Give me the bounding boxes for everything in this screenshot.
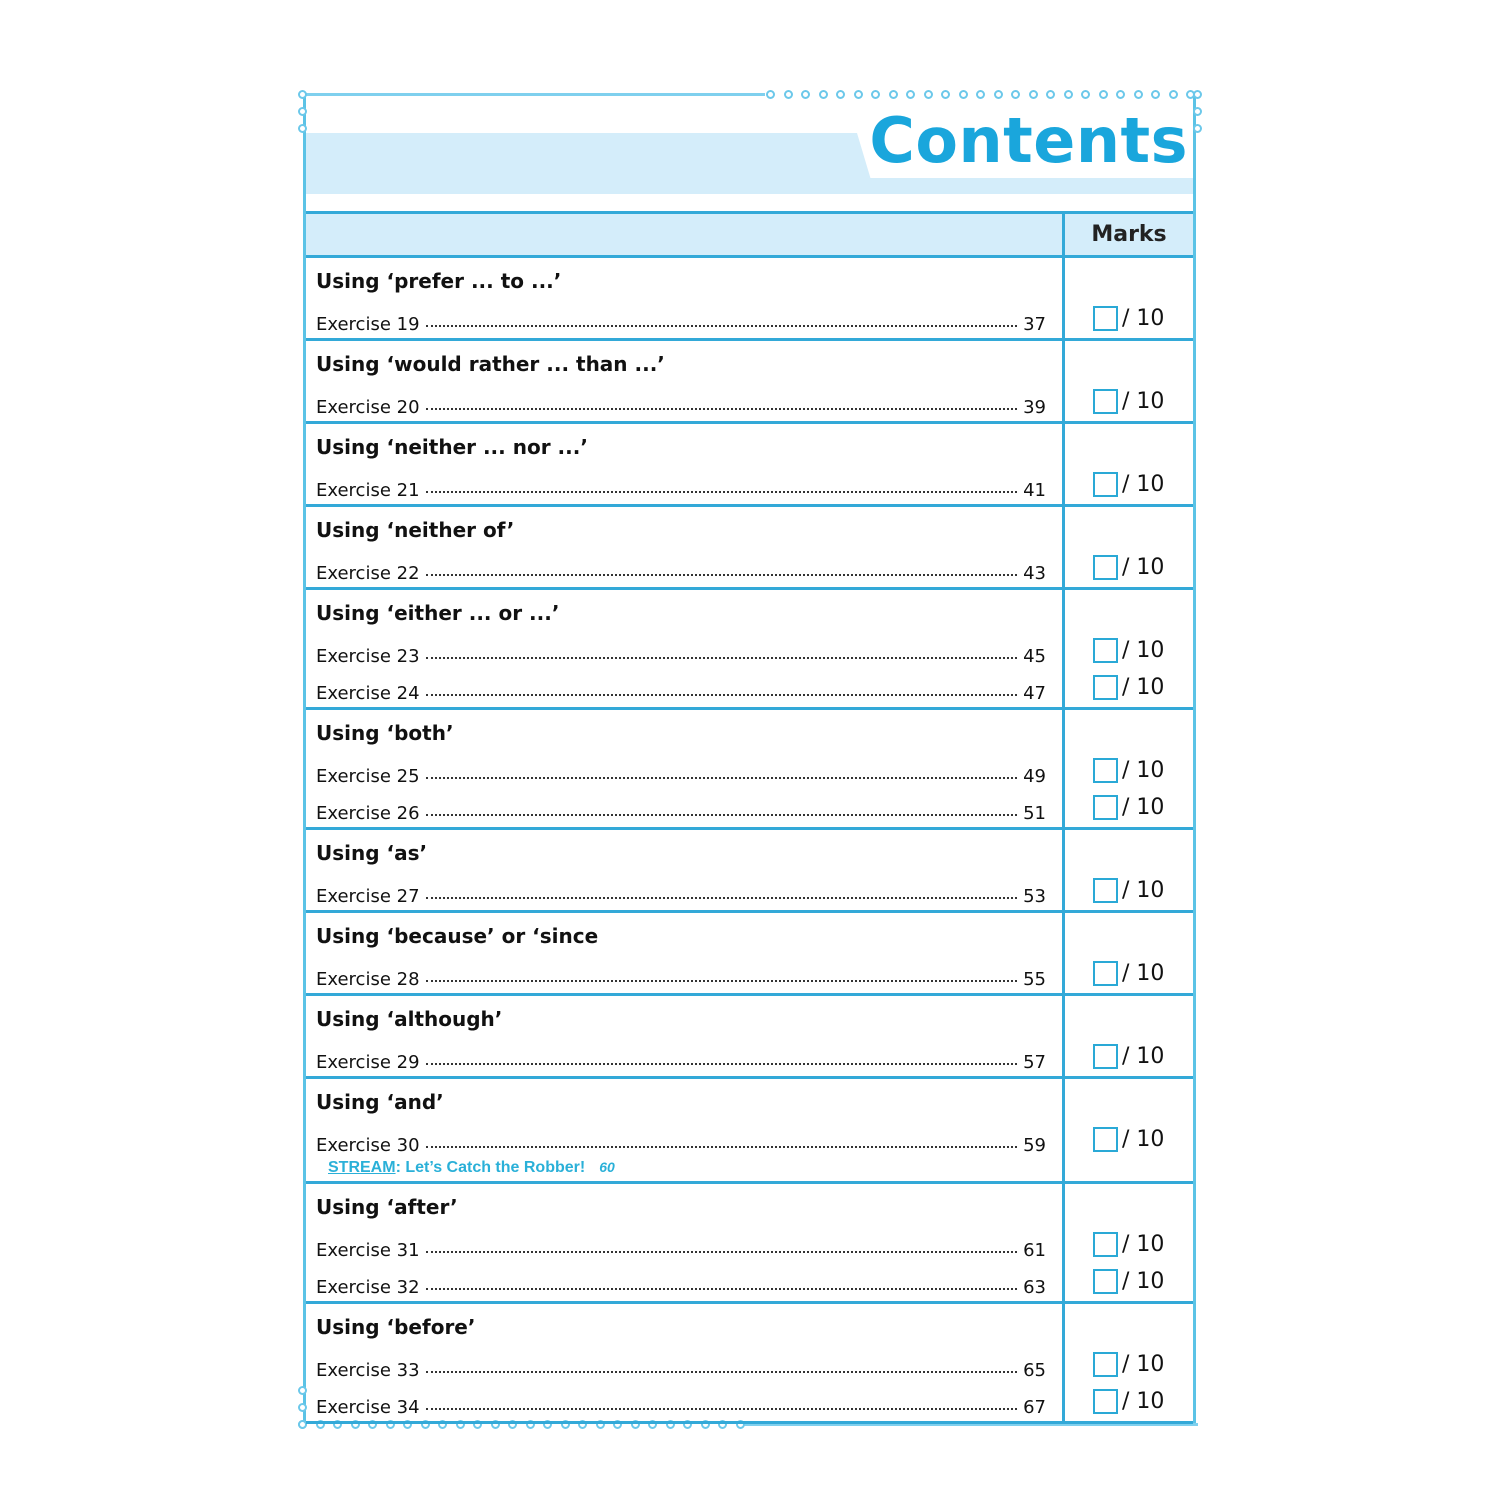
marks-cell [1062,258,1193,338]
exercise-label: Exercise 22 [316,563,420,584]
border-dot [871,90,880,99]
section-heading: Using ‘after’ [316,1195,458,1219]
page-number: 49 [1023,766,1046,787]
exercise-label: Exercise 33 [316,1360,420,1381]
border-dot [1193,90,1202,99]
exercise-entry [316,630,1062,667]
border-dot [819,90,828,99]
score-box[interactable] [1093,1389,1118,1414]
section-heading: Using ‘neither ... nor ...’ [316,435,588,459]
marks-cell [1062,710,1193,827]
top-border-line [303,93,765,96]
page-number: 67 [1023,1397,1046,1418]
dot-leader [426,1145,1018,1148]
contents-section [306,258,1193,341]
section-heading: Using ‘as’ [316,841,428,865]
border-dot [298,107,307,116]
score-entry [1093,472,1164,497]
border-dot [976,90,985,99]
score-entry [1093,1269,1164,1294]
exercise-entry [316,750,1062,787]
exercise-entry [316,1344,1062,1381]
border-dot [1011,90,1020,99]
border-dot [1169,90,1178,99]
exercise-label: Exercise 23 [316,646,420,667]
score-entry [1093,758,1164,783]
score-entry [1093,1044,1164,1069]
score-total: / 10 [1122,961,1165,986]
section-entries [306,710,1062,827]
score-box[interactable] [1093,675,1118,700]
border-dot [801,90,810,99]
dot-leader [426,1250,1018,1253]
marks-cell [1062,996,1193,1076]
marks-cell [1062,1304,1193,1421]
border-dot [1046,90,1055,99]
score-entry [1093,1127,1164,1152]
score-total: / 10 [1122,389,1165,414]
score-total: / 10 [1122,1269,1165,1294]
page-number: 61 [1023,1240,1046,1261]
score-total: / 10 [1122,675,1165,700]
section-heading: Using ‘would rather ... than ...’ [316,352,665,376]
section-entries [306,590,1062,707]
contents-section [306,830,1193,913]
border-dot [1064,90,1073,99]
section-entries [306,1079,1062,1181]
exercise-entry [316,1381,1062,1418]
stream-title: : Let’s Catch the Robber! [395,1159,586,1176]
section-entries [306,830,1062,910]
score-box[interactable] [1093,758,1118,783]
score-total: / 10 [1122,1127,1165,1152]
score-box[interactable] [1093,306,1118,331]
border-dot [298,90,307,99]
page-number: 55 [1023,969,1046,990]
section-heading: Using ‘and’ [316,1090,444,1114]
border-dot [906,90,915,99]
exercise-entry [316,1224,1062,1261]
score-box[interactable] [1093,472,1118,497]
exercise-label: Exercise 26 [316,803,420,824]
contents-section [306,590,1193,710]
exercise-entry [316,787,1062,824]
exercise-label: Exercise 29 [316,1052,420,1073]
section-entries [306,913,1062,993]
exercise-entry [316,1261,1062,1298]
exercise-label: Exercise 27 [316,886,420,907]
page-number: 51 [1023,803,1046,824]
section-heading: Using ‘neither of’ [316,518,515,542]
score-entry [1093,1389,1164,1414]
contents-section [306,341,1193,424]
section-entries [306,258,1062,338]
border-dot [1099,90,1108,99]
score-box[interactable] [1093,1352,1118,1377]
exercise-label: Exercise 28 [316,969,420,990]
dot-leader [426,573,1018,576]
score-total: / 10 [1122,1044,1165,1069]
exercise-entry [316,298,1062,335]
right-top-dots [1193,90,1202,141]
contents-section [306,507,1193,590]
exercise-label: Exercise 19 [316,314,420,335]
marks-cell [1062,1184,1193,1301]
score-box[interactable] [1093,1044,1118,1069]
dot-leader [426,1370,1018,1373]
section-entries [306,1304,1062,1421]
page-number: 39 [1023,397,1046,418]
stream-page-number: 60 [599,1159,615,1175]
score-box[interactable] [1093,961,1118,986]
marks-header: Marks [1062,214,1193,255]
page-number: 57 [1023,1052,1046,1073]
dot-leader [426,324,1018,327]
exercise-entry [316,547,1062,584]
score-entry [1093,961,1164,986]
page-number: 41 [1023,480,1046,501]
score-box[interactable] [1093,1127,1118,1152]
dot-leader [426,490,1018,493]
border-dot [994,90,1003,99]
score-total: / 10 [1122,878,1165,903]
page-title: Contents [869,104,1188,177]
border-dot [1116,90,1125,99]
dot-leader [426,979,1018,982]
dot-leader [426,1062,1018,1065]
score-total: / 10 [1122,1232,1165,1257]
section-heading: Using ‘before’ [316,1315,476,1339]
score-total: / 10 [1122,555,1165,580]
exercise-label: Exercise 30 [316,1135,420,1156]
score-total: / 10 [1122,758,1165,783]
dot-leader [426,656,1018,659]
score-entry [1093,638,1164,663]
exercise-entry [316,381,1062,418]
section-heading: Using ‘either ... or ...’ [316,601,560,625]
exercise-entry [316,667,1062,704]
page-number: 53 [1023,886,1046,907]
border-dot [836,90,845,99]
border-dot [298,124,307,133]
dot-leader [426,1287,1018,1290]
exercise-entry [316,1036,1062,1073]
score-entry [1093,555,1164,580]
contents-section [306,996,1193,1079]
border-dot [1193,107,1202,116]
page-number: 37 [1023,314,1046,335]
score-entry [1093,878,1164,903]
score-box[interactable] [1093,389,1118,414]
border-dot [1193,124,1202,133]
page-number: 47 [1023,683,1046,704]
border-dot [766,90,775,99]
score-entry [1093,389,1164,414]
exercise-entry [316,870,1062,907]
page-number: 43 [1023,563,1046,584]
contents-section [306,710,1193,830]
border-dot [924,90,933,99]
page-number: 63 [1023,1277,1046,1298]
exercise-label: Exercise 34 [316,1397,420,1418]
exercise-label: Exercise 31 [316,1240,420,1261]
dot-leader [426,693,1018,696]
header-blank-cell [306,214,1062,255]
score-total: / 10 [1122,1389,1165,1414]
exercise-label: Exercise 20 [316,397,420,418]
section-entries [306,996,1062,1076]
score-total: / 10 [1122,306,1165,331]
dot-leader [426,896,1018,899]
section-entries [306,1184,1062,1301]
marks-cell [1062,1079,1193,1181]
contents-section [306,1304,1193,1424]
score-total: / 10 [1122,795,1165,820]
score-box[interactable] [1093,555,1118,580]
score-box[interactable] [1093,1232,1118,1257]
contents-section [306,424,1193,507]
score-total: / 10 [1122,638,1165,663]
section-heading: Using ‘although’ [316,1007,503,1031]
border-dot [1151,90,1160,99]
page-number: 45 [1023,646,1046,667]
score-entry [1093,675,1164,700]
section-entries [306,507,1062,587]
section-entries [306,341,1062,421]
page-number: 65 [1023,1360,1046,1381]
dot-leader [426,776,1018,779]
exercise-entry [316,953,1062,990]
border-dot [1134,90,1143,99]
marks-cell [1062,590,1193,707]
exercise-label: Exercise 25 [316,766,420,787]
exercise-entry [316,1119,1062,1156]
contents-table [306,211,1193,1424]
stream-activity-link[interactable] [316,1156,1062,1178]
dot-leader [426,1407,1018,1410]
border-dot [959,90,968,99]
table-header [306,211,1193,258]
dot-leader [426,813,1018,816]
exercise-label: Exercise 24 [316,683,420,704]
exercise-label: Exercise 21 [316,480,420,501]
section-heading: Using ‘prefer ... to ...’ [316,269,562,293]
border-dot [941,90,950,99]
score-entry [1093,306,1164,331]
top-dotted-border [766,90,1204,99]
border-dot [854,90,863,99]
section-entries [306,424,1062,504]
exercise-entry [316,464,1062,501]
score-entry [1093,795,1164,820]
page-number: 59 [1023,1135,1046,1156]
contents-section [306,1079,1193,1184]
score-total: / 10 [1122,472,1165,497]
score-box[interactable] [1093,795,1118,820]
score-box[interactable] [1093,638,1118,663]
score-box[interactable] [1093,878,1118,903]
marks-cell [1062,341,1193,421]
section-heading: Using ‘because’ or ‘since [316,924,599,948]
border-dot [889,90,898,99]
score-box[interactable] [1093,1269,1118,1294]
section-heading: Using ‘both’ [316,721,454,745]
stream-prefix: STREAM [328,1159,396,1176]
border-dot [1029,90,1038,99]
marks-cell [1062,830,1193,910]
exercise-label: Exercise 32 [316,1277,420,1298]
score-entry [1093,1232,1164,1257]
score-total: / 10 [1122,1352,1165,1377]
score-entry [1093,1352,1164,1377]
border-dot [1081,90,1090,99]
dot-leader [426,407,1018,410]
sections-list [306,258,1193,1424]
border-dot [784,90,793,99]
contents-section [306,913,1193,996]
marks-cell [1062,424,1193,504]
marks-cell [1062,507,1193,587]
marks-cell [1062,913,1193,993]
contents-section [306,1184,1193,1304]
